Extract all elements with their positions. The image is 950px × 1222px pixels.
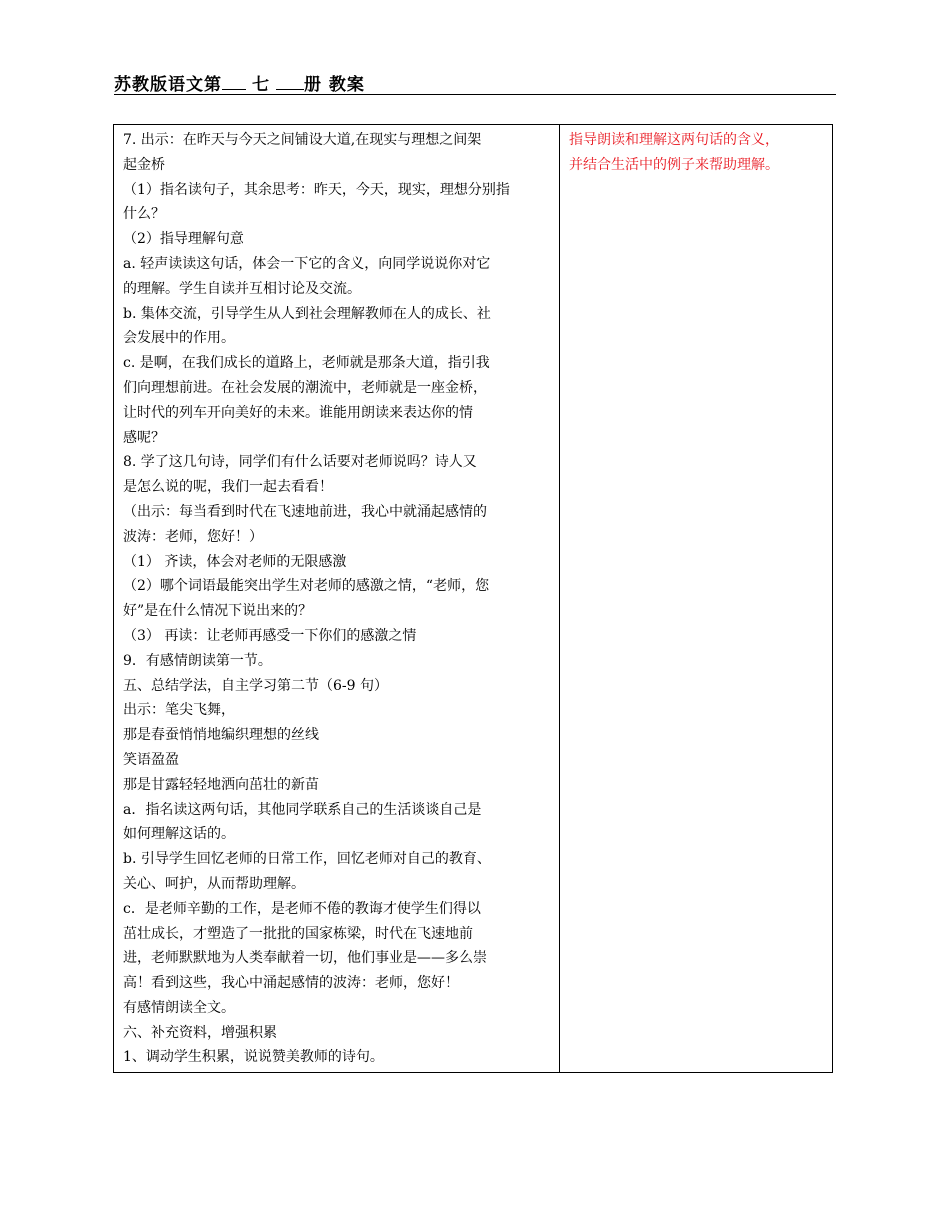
content-line: 什么？	[123, 206, 165, 223]
header-title	[114, 70, 365, 95]
content-line: 进，老师默默地为人类奉献着一切，他们事业是——多么崇	[123, 950, 487, 967]
content-line: 起金桥	[123, 156, 165, 173]
table-row	[114, 125, 833, 1073]
content-line: 关心、呵护，从而帮助理解。	[123, 875, 305, 892]
content-line: 五、总结学法，自主学习第二节（6-9 句）	[123, 677, 388, 694]
content-line: b. 集体交流，引导学生从人到社会理解教师在人的成长、社	[123, 305, 491, 322]
content-line: 六、补充资料，增强积累	[123, 1024, 277, 1041]
content-line: （1）指名读句子，其余思考：昨天，今天，现实，理想分别指	[123, 181, 510, 198]
content-line: 让时代的列车开向美好的未来。谁能用朗读来表达你的情	[123, 404, 473, 421]
content-line: （1） 齐读，体会对老师的无限感激	[123, 553, 347, 570]
content-line: 有感情朗读全文。	[123, 999, 235, 1016]
content-line: 那是春蚕悄悄地编织理想的丝线	[123, 727, 319, 744]
content-line: 好”是在什么情况下说出来的？	[123, 603, 313, 620]
header-title-prefix: 苏教版语文第	[114, 75, 222, 95]
content-line: 8. 学了这几句诗，同学们有什么话要对老师说吗？诗人又	[123, 454, 477, 471]
content-line: 出示：笔尖飞舞，	[123, 702, 235, 719]
content-line: 1、调动学生积累，说说赞美教师的诗句。	[123, 1049, 384, 1066]
content-line: 们向理想前进。在社会发展的潮流中，老师就是一座金桥，	[123, 379, 487, 396]
header-blank	[276, 89, 304, 90]
content-line: a. 轻声读读这句话，体会一下它的含义，向同学说说你对它	[123, 255, 491, 272]
page-header	[114, 68, 836, 95]
content-line: 波涛：老师，您好！）	[123, 528, 263, 545]
teaching-note-line: 并结合生活中的例子来帮助理解。	[569, 156, 779, 173]
header-title-suffix: 册 教案	[304, 75, 365, 95]
content-line: 7. 出示：在昨天与今天之间铺设大道,在现实与理想之间架	[123, 132, 482, 148]
content-line: c. 是啊，在我们成长的道路上，老师就是那条大道，指引我	[123, 355, 490, 372]
content-line: 如何理解这话的。	[123, 826, 235, 843]
content-line: （2）指导理解句意	[123, 231, 244, 248]
content-line: 的理解。学生自读并互相讨论及交流。	[123, 280, 361, 297]
content-line: 是怎么说的呢，我们一起去看看！	[123, 479, 333, 496]
content-line: （出示：每当看到时代在飞速地前进，我心中就涌起感情的	[123, 503, 487, 520]
content-line: c．是老师辛勤的工作，是老师不倦的教诲才使学生们得以	[123, 900, 481, 917]
content-line: 那是甘露轻轻地洒向茁壮的新苗	[123, 776, 319, 793]
content-line: （3） 再读：让老师再感受一下你们的感激之情	[123, 627, 417, 644]
header-blank	[222, 89, 246, 90]
content-line: a．指名读这两句话，其他同学联系自己的生活谈谈自己是	[123, 801, 482, 818]
content-line: 茁壮成长，才塑造了一批批的国家栋梁，时代在飞速地前	[123, 925, 473, 942]
content-line: 9．有感情朗读第一节。	[123, 652, 272, 669]
teaching-note-cell	[560, 125, 833, 1073]
content-line: （2）哪个词语最能突出学生对老师的感激之情，“老师，您	[123, 578, 490, 595]
content-line: b. 引导学生回忆老师的日常工作，回忆老师对自己的教育、	[123, 851, 491, 868]
content-line: 感呢？	[123, 429, 165, 446]
lesson-plan-table	[113, 124, 833, 1073]
content-line: 高！看到这些，我心中涌起感情的波涛：老师，您好！	[123, 975, 459, 992]
lesson-content-cell	[114, 125, 560, 1073]
header-grade: 七	[246, 76, 276, 95]
teaching-note-line: 指导朗读和理解这两句话的含义，	[569, 132, 779, 148]
content-line: 笑语盈盈	[123, 751, 179, 768]
content-line: 会发展中的作用。	[123, 330, 235, 347]
